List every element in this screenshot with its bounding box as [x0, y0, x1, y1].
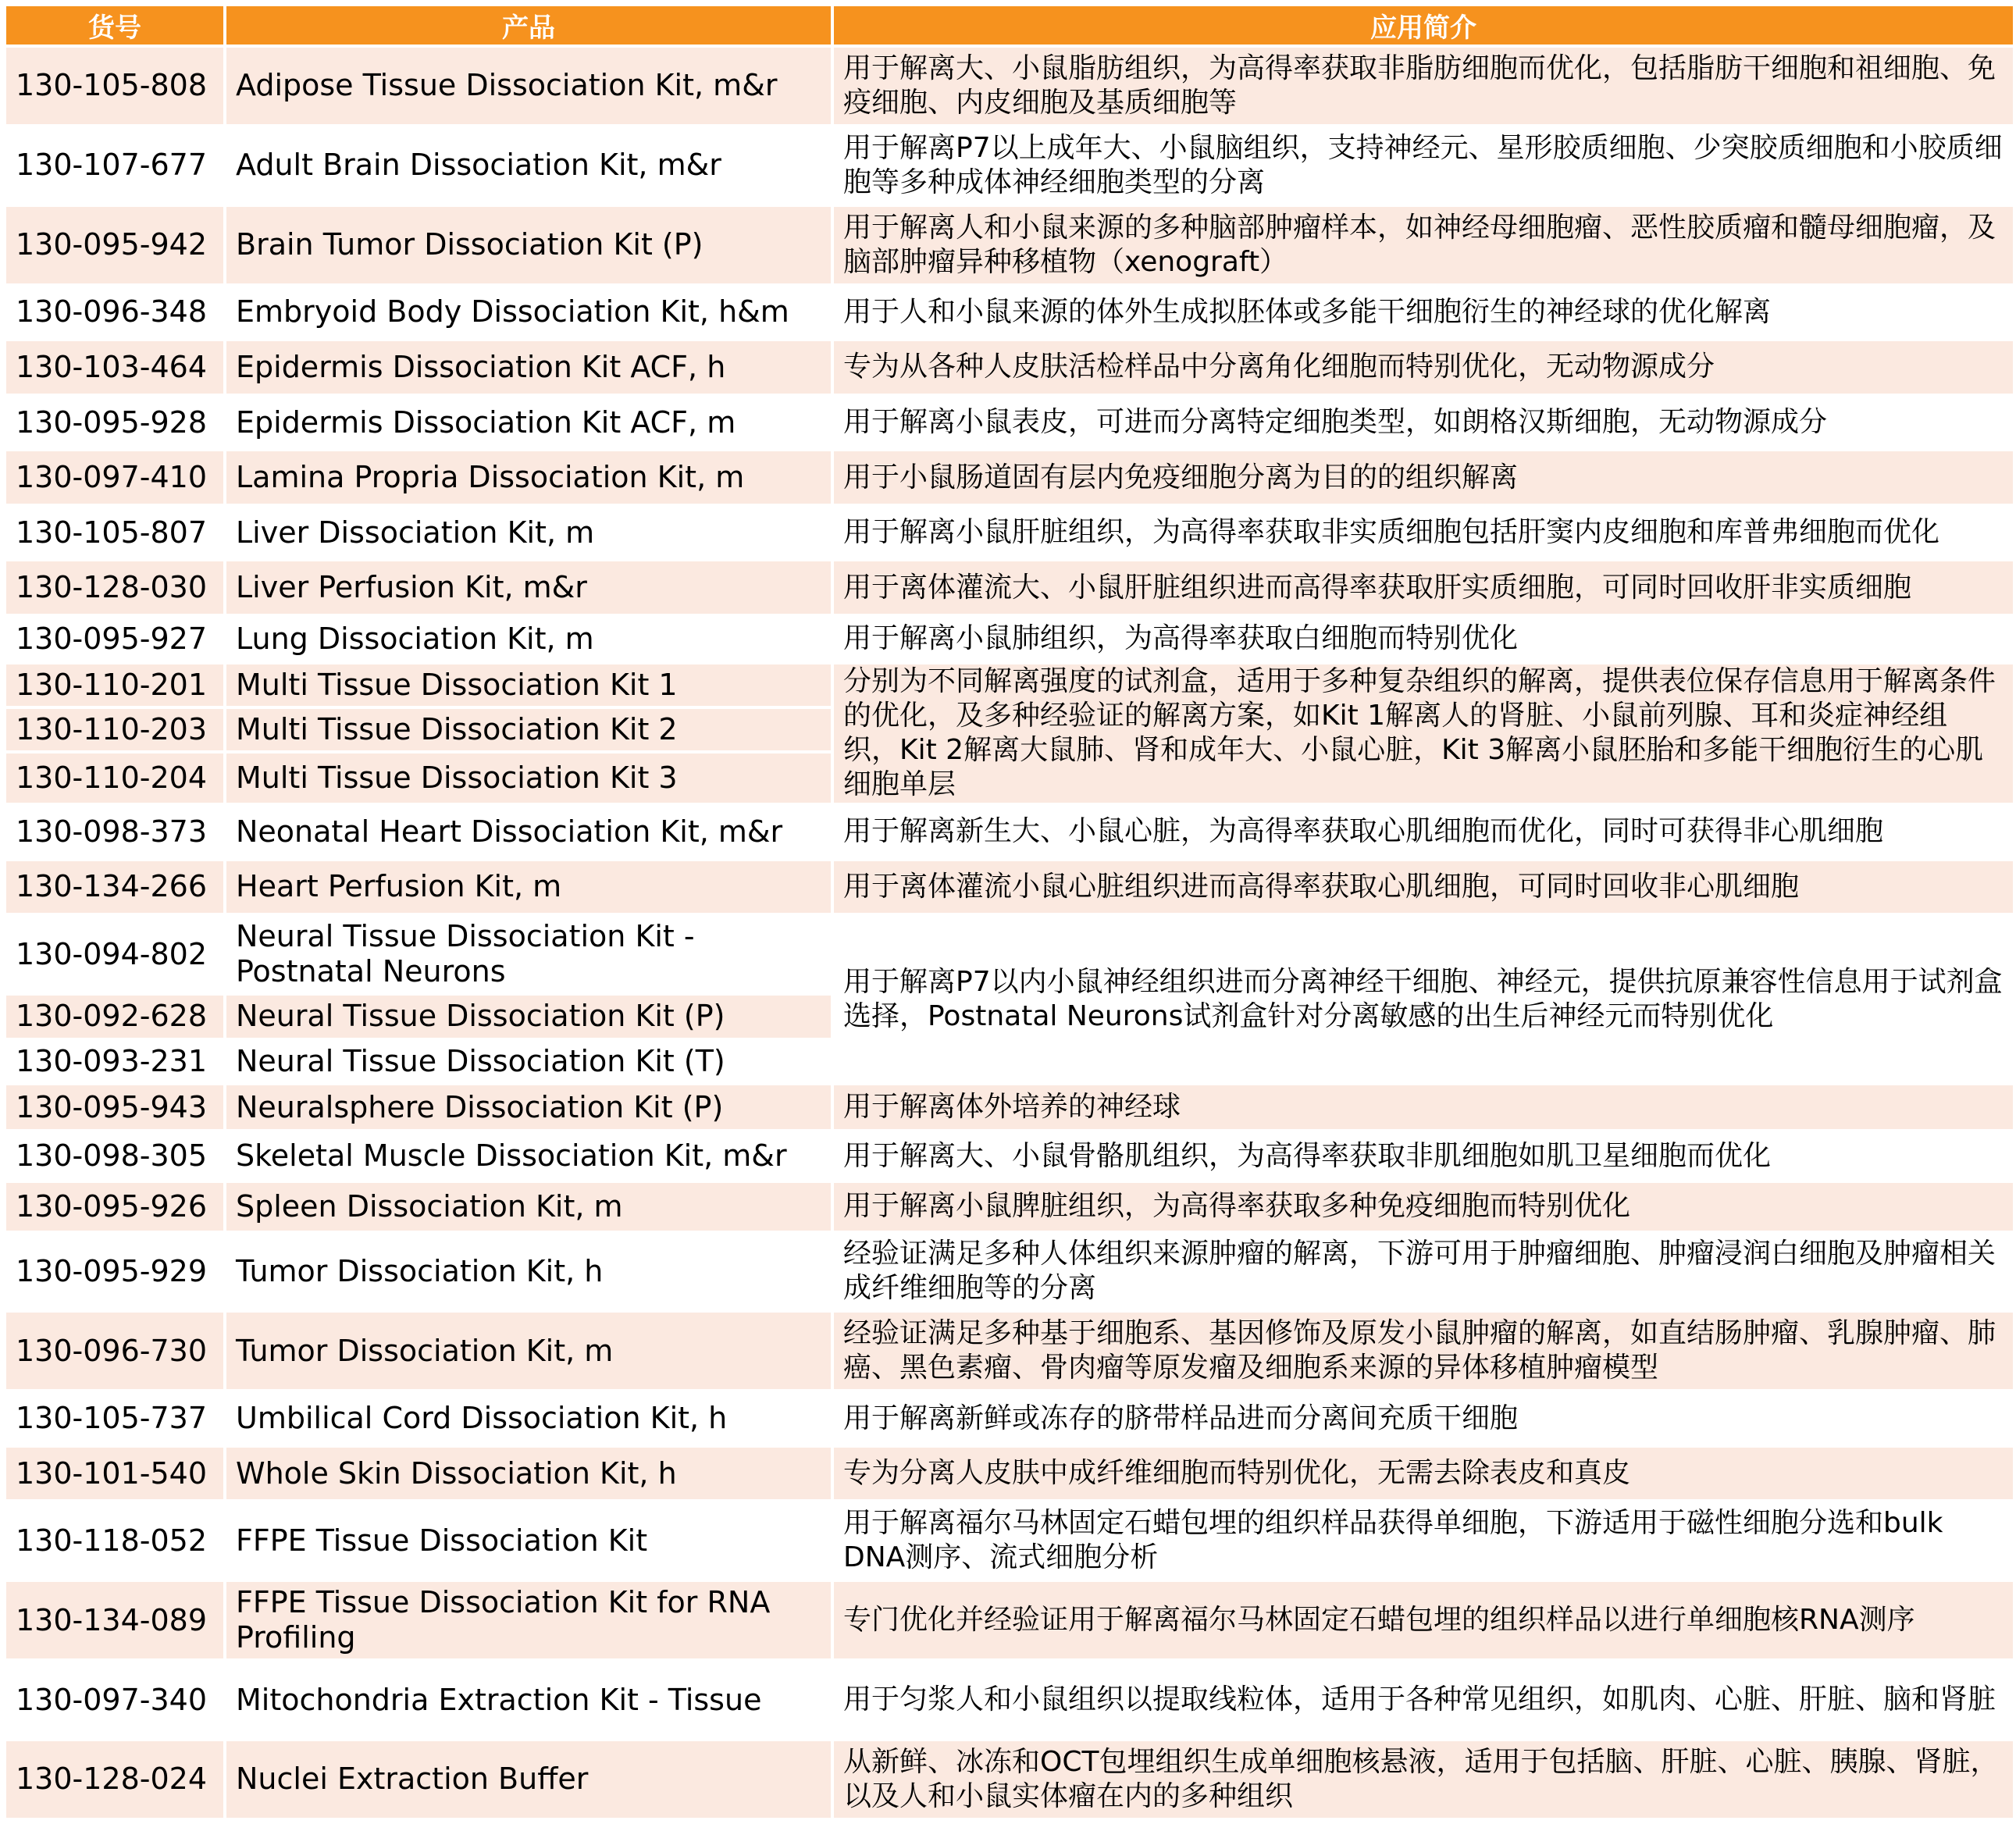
product-table [3, 3, 2016, 1821]
product-name: Neonatal Heart Dissociation Kit, m&r [226, 806, 831, 858]
catalog-number: 130-107-677 [6, 127, 223, 204]
application-description: 用于离体灌流小鼠心脏组织进而高得率获取心肌细胞，可同时回收非心肌细胞 [834, 861, 2013, 914]
product-name: Multi Tissue Dissociation Kit 3 [226, 753, 831, 803]
table-row [6, 561, 2013, 614]
application-description: 用于解离大、小鼠脂肪组织，为高得率获取非脂肪细胞而优化，包括脂肪干细胞和祖细胞、免疫细胞、内皮细胞及基质细胞等 [834, 48, 2013, 124]
table-row [6, 1448, 2013, 1500]
catalog-number: 130-110-203 [6, 709, 223, 750]
application-description: 专为分离人皮肤中成纤维细胞而特别优化，无需去除表皮和真皮 [834, 1448, 2013, 1500]
application-description: 用于解离小鼠肺组织，为高得率获取白细胞而特别优化 [834, 617, 2013, 661]
table-row [6, 1662, 2013, 1738]
table-row [6, 1183, 2013, 1231]
application-description: 用于解离人和小鼠来源的多种脑部肿瘤样本，如神经母细胞瘤、恶性胶质瘤和髓母细胞瘤，及脑部肿瘤异种移植物（xenograft） [834, 207, 2013, 283]
catalog-number: 130-095-928 [6, 397, 223, 449]
header-product: 产品 [226, 6, 831, 45]
product-name: Liver Perfusion Kit, m&r [226, 561, 831, 614]
catalog-number: 130-095-943 [6, 1085, 223, 1129]
table-row [6, 287, 2013, 339]
application-description: 用于解离小鼠肝脏组织，为高得率获取非实质细胞包括肝窦内皮细胞和库普弗细胞而优化 [834, 507, 2013, 559]
product-name: Neuralsphere Dissociation Kit (P) [226, 1085, 831, 1129]
product-name: Multi Tissue Dissociation Kit 1 [226, 664, 831, 706]
table-row [6, 397, 2013, 449]
table-row [6, 507, 2013, 559]
application-description: 用于离体灌流大、小鼠肝脏组织进而高得率获取肝实质细胞，可同时回收肝非实质细胞 [834, 561, 2013, 614]
product-name: Tumor Dissociation Kit, m [226, 1313, 831, 1389]
table-row [6, 617, 2013, 661]
header-row [6, 6, 2013, 45]
product-name: Epidermis Dissociation Kit ACF, m [226, 397, 831, 449]
application-description: 经验证满足多种人体组织来源肿瘤的解离，下游可用于肿瘤细胞、肿瘤浸润白细胞及肿瘤相关成纤维细胞等的分离 [834, 1234, 2013, 1310]
table-row [6, 341, 2013, 394]
table-row [6, 48, 2013, 124]
table-row [6, 861, 2013, 914]
application-description: 用于人和小鼠来源的体外生成拟胚体或多能干细胞衍生的神经球的优化解离 [834, 287, 2013, 339]
table-row [6, 1582, 2013, 1658]
application-description: 从新鲜、冰冻和OCT包埋组织生成单细胞核悬液，适用于包括脑、肝脏、心脏、胰腺、肾脏，以及人和小鼠实体瘤在内的多种组织 [834, 1741, 2013, 1818]
application-description: 用于解离P7以上成年大、小鼠脑组织，支持神经元、星形胶质细胞、少突胶质细胞和小胶质细胞等多种成体神经细胞类型的分离 [834, 127, 2013, 204]
application-description: 用于小鼠肠道固有层内免疫细胞分离为目的的组织解离 [834, 451, 2013, 504]
catalog-number: 130-110-201 [6, 664, 223, 706]
product-name: Embryoid Body Dissociation Kit, h&m [226, 287, 831, 339]
catalog-number: 130-098-373 [6, 806, 223, 858]
catalog-number: 130-128-024 [6, 1741, 223, 1818]
application-description: 用于解离体外培养的神经球 [834, 1085, 2013, 1129]
product-name: Adult Brain Dissociation Kit, m&r [226, 127, 831, 204]
table-row [6, 1392, 2013, 1445]
catalog-number: 130-110-204 [6, 753, 223, 803]
catalog-number: 130-095-927 [6, 617, 223, 661]
catalog-number: 130-092-628 [6, 996, 223, 1037]
product-name: FFPE Tissue Dissociation Kit [226, 1502, 831, 1579]
table-row [6, 916, 2013, 992]
catalog-number: 130-134-089 [6, 1582, 223, 1658]
application-description: 用于解离福尔马林固定石蜡包埋的组织样品获得单细胞，下游适用于磁性细胞分选和bulk DNA测序、流式细胞分析 [834, 1502, 2013, 1579]
catalog-number: 130-095-942 [6, 207, 223, 283]
catalog-number: 130-097-340 [6, 1662, 223, 1738]
product-name: Neural Tissue Dissociation Kit (P) [226, 996, 831, 1037]
table-row [6, 664, 2013, 706]
table-row [6, 1741, 2013, 1818]
product-name: Adipose Tissue Dissociation Kit, m&r [226, 48, 831, 124]
product-name: Heart Perfusion Kit, m [226, 861, 831, 914]
table-row [6, 127, 2013, 204]
catalog-number: 130-093-231 [6, 1041, 223, 1082]
catalog-number: 130-103-464 [6, 341, 223, 394]
application-description: 用于解离大、小鼠骨骼肌组织，为高得率获取非肌细胞如肌卫星细胞而优化 [834, 1132, 2013, 1180]
application-description: 用于解离新生大、小鼠心脏，为高得率获取心肌细胞而优化，同时可获得非心肌细胞 [834, 806, 2013, 858]
catalog-number: 130-095-926 [6, 1183, 223, 1231]
application-description: 用于解离小鼠表皮，可进而分离特定细胞类型，如朗格汉斯细胞，无动物源成分 [834, 397, 2013, 449]
catalog-number: 130-094-802 [6, 916, 223, 992]
product-name: Liver Dissociation Kit, m [226, 507, 831, 559]
product-name: Lamina Propria Dissociation Kit, m [226, 451, 831, 504]
table-row [6, 451, 2013, 504]
header-description: 应用简介 [834, 6, 2013, 45]
table-row [6, 1234, 2013, 1310]
product-name: Spleen Dissociation Kit, m [226, 1183, 831, 1231]
header-code: 货号 [6, 6, 223, 45]
application-description: 用于解离小鼠脾脏组织，为高得率获取多种免疫细胞而特别优化 [834, 1183, 2013, 1231]
application-description: 专门优化并经验证用于解离福尔马林固定石蜡包埋的组织样品以进行单细胞核RNA测序 [834, 1582, 2013, 1658]
catalog-number: 130-101-540 [6, 1448, 223, 1500]
product-name: Tumor Dissociation Kit, h [226, 1234, 831, 1310]
catalog-number: 130-096-730 [6, 1313, 223, 1389]
product-name: Neural Tissue Dissociation Kit (T) [226, 1041, 831, 1082]
table-row [6, 1132, 2013, 1180]
catalog-number: 130-097-410 [6, 451, 223, 504]
table-row [6, 806, 2013, 858]
product-name: Umbilical Cord Dissociation Kit, h [226, 1392, 831, 1445]
table-row [6, 1502, 2013, 1579]
catalog-number: 130-128-030 [6, 561, 223, 614]
application-description: 用于匀浆人和小鼠组织以提取线粒体，适用于各种常见组织，如肌肉、心脏、肝脏、脑和肾脏 [834, 1662, 2013, 1738]
application-description: 经验证满足多种基于细胞系、基因修饰及原发小鼠肿瘤的解离，如直结肠肿瘤、乳腺肿瘤、肺癌、黑色素瘤、骨肉瘤等原发瘤及细胞系来源的异体移植肿瘤模型 [834, 1313, 2013, 1389]
application-description: 分别为不同解离强度的试剂盒，适用于多种复杂组织的解离，提供表位保存信息用于解离条件的优化，及多种经验证的解离方案，如Kit 1解离人的肾脏、小鼠前列腺、耳和炎症神经组织，Kit 2解离大鼠肺、肾和成年大、小鼠心脏，Kit 3解离小鼠胚胎和多能干细胞衍生的心肌细胞单层 [834, 664, 2013, 803]
product-name: Neural Tissue Dissociation Kit - Postnatal Neurons [226, 916, 831, 992]
application-description: 专为从各种人皮肤活检样品中分离角化细胞而特别优化，无动物源成分 [834, 341, 2013, 394]
catalog-number: 130-096-348 [6, 287, 223, 339]
catalog-number: 130-105-808 [6, 48, 223, 124]
product-name: Whole Skin Dissociation Kit, h [226, 1448, 831, 1500]
product-name: Mitochondria Extraction Kit - Tissue [226, 1662, 831, 1738]
product-name: Brain Tumor Dissociation Kit (P) [226, 207, 831, 283]
product-name: Epidermis Dissociation Kit ACF, h [226, 341, 831, 394]
product-name: Nuclei Extraction Buffer [226, 1741, 831, 1818]
product-name: FFPE Tissue Dissociation Kit for RNA Profiling [226, 1582, 831, 1658]
catalog-number: 130-105-737 [6, 1392, 223, 1445]
application-description: 用于解离P7以内小鼠神经组织进而分离神经干细胞、神经元，提供抗原兼容性信息用于试剂盒选择，Postnatal Neurons试剂盒针对分离敏感的出生后神经元而特别优化 [834, 916, 2013, 1082]
product-name: Multi Tissue Dissociation Kit 2 [226, 709, 831, 750]
catalog-number: 130-095-929 [6, 1234, 223, 1310]
catalog-number: 130-134-266 [6, 861, 223, 914]
table-row [6, 1313, 2013, 1389]
catalog-number: 130-105-807 [6, 507, 223, 559]
application-description: 用于解离新鲜或冻存的脐带样品进而分离间充质干细胞 [834, 1392, 2013, 1445]
catalog-number: 130-118-052 [6, 1502, 223, 1579]
table-row [6, 207, 2013, 283]
catalog-number: 130-098-305 [6, 1132, 223, 1180]
table-row [6, 1085, 2013, 1129]
product-name: Skeletal Muscle Dissociation Kit, m&r [226, 1132, 831, 1180]
product-name: Lung Dissociation Kit, m [226, 617, 831, 661]
